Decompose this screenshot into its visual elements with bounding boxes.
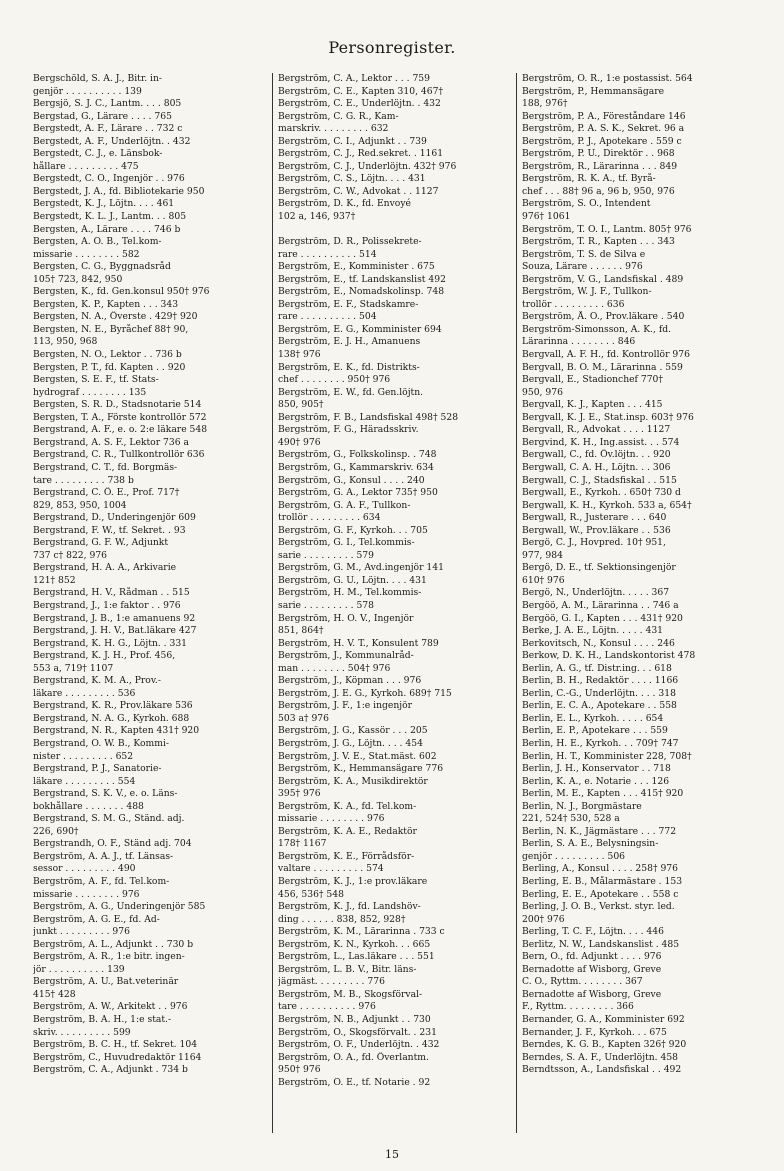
register-entry: 113, 950, 968: [33, 336, 98, 348]
register-entry: Bergstrand, K. M. A., Prov.-: [33, 675, 161, 687]
register-entry: 950† 976: [278, 1064, 321, 1076]
register-entry: Bergström, E., Nomadskolinsp. 748: [278, 286, 445, 298]
register-entry: Bergstedt, A. F., Lärare . . 732 c: [33, 123, 183, 135]
register-entry: Lärarinna . . . . . . . . 846: [522, 336, 636, 348]
register-entry: missarie . . . . . . . . 976: [278, 813, 385, 825]
register-entry: Bergstrand, J., 1:e faktor . . 976: [33, 599, 181, 611]
register-entry: 200† 976: [522, 913, 565, 925]
register-entry: Bergström, E. W., fd. Gen.löjtn.: [278, 386, 424, 398]
register-entry: jör . . . . . . . . . . 139: [33, 963, 125, 975]
register-entry: Bergström, C. W., Advokat . . 1127: [278, 185, 439, 197]
register-entry: jägmäst. . . . . . . . . 776: [278, 976, 385, 988]
register-entry: Berlin, N. K., Jägmästare . . . 772: [522, 825, 677, 837]
register-entry: Bergström, C. E., Underlöjtn. . 432: [278, 98, 441, 110]
register-entry: nister . . . . . . . . . 652: [33, 750, 134, 762]
register-entry: Bergström, T. R., Kapten . . . 343: [522, 236, 675, 248]
register-entry: 850, 905†: [278, 399, 324, 411]
register-entry: Bergstrand, K. H. G., Löjtn. . 331: [33, 637, 188, 649]
register-entry: Berlin, S. A. E., Belysningsin-: [522, 838, 659, 850]
register-entry: Bergström, K. A., fd. Tel.kom-: [278, 800, 417, 812]
register-entry: junkt . . . . . . . . . 976: [33, 926, 130, 938]
register-entry: Berndes, K. G. B., Kapten 326† 920: [522, 1039, 687, 1051]
register-entry: Bergström, D. R., Polissekrete-: [278, 236, 422, 248]
register-entry: Bergsten, N. A., Överste . 429† 920: [33, 311, 198, 323]
register-entry: Bergström, G. U., Löjtn. . . . 431: [278, 574, 427, 586]
register-entry: Bergström, P. J., Apotekare . 559 c: [522, 135, 682, 147]
register-entry: Bergstrand, H. V., Rådman . . 515: [33, 587, 190, 599]
register-entry: missarie . . . . . . . . 582: [33, 248, 140, 260]
register-entry: Berndes, S. A. F., Underlöjtn. 458: [522, 1051, 679, 1063]
register-entry: läkare . . . . . . . . . 536: [33, 687, 136, 699]
register-entry: Bergström, C. A., Lektor . . . 759: [278, 73, 430, 84]
register-entry: Bergvind, K. H., Ing.assist. . . 574: [522, 436, 680, 448]
register-entry: Bergstrand, K. J. H., Prof. 456,: [33, 650, 176, 662]
register-entry: Bergström, O. A., fd. Överlantm.: [278, 1051, 429, 1063]
register-entry: 105† 723, 842, 950: [33, 273, 123, 285]
register-entry: Bergsjö, S. J. C., Lantm. . . . 805: [33, 98, 182, 110]
register-entry: Berlin, E. C. A., Apotekare . . 558: [522, 700, 677, 712]
register-entry: Bergström, O. F., Underlöjtn. . 432: [278, 1039, 440, 1051]
register-entry: Bergstrand, K. R., Prov.läkare 536: [33, 700, 193, 712]
register-entry: Bergström, A. G. E., fd. Ad-: [33, 913, 160, 925]
register-entry: Bernadotte af Wisborg, Greve: [522, 988, 662, 1000]
register-entry: Bergström, B. C. H., tf. Sekret. 104: [33, 1039, 198, 1051]
register-entry: hållare . . . . . . . . . 475: [33, 160, 139, 172]
register-entry: Bergström, R., Lärarinna . . . 849: [522, 160, 678, 172]
register-entry: Bergström, Å. O., Prov.läkare . 540: [522, 311, 685, 323]
register-entry: Berlin, J. H., Konservator . . 718: [522, 763, 671, 775]
register-entry: Bergström, M. B., Skogsförval-: [278, 988, 423, 1000]
register-entry: Berlin, A. G., tf. Distr.ing. . . 618: [522, 662, 672, 674]
register-entry: Bergstrand, A. S. F., Lektor 736 a: [33, 436, 189, 448]
register-entry: Bergström, K. N., Kyrkoh. . . 665: [278, 938, 431, 950]
register-entry: Bergöö, G. I., Kapten . . . 431† 920: [522, 612, 683, 624]
register-entry: Bergström, B. A. H., 1:e stat.-: [33, 1014, 172, 1026]
register-entry: Bergström, F. G., Häradsskriv.: [278, 424, 419, 436]
register-entry: Bergsten, S. R. D., Stadsnotarie 514: [33, 399, 202, 411]
register-entry: Bergstrand, O. W. B., Kommi-: [33, 737, 170, 749]
register-entry: Bergstrand, F. W., tf. Sekret. . 93: [33, 524, 186, 536]
register-entry: Bergström, G. A. F., Tullkon-: [278, 499, 411, 511]
register-entry: 395† 976: [278, 788, 321, 800]
register-entry: Berlin, K. A., e. Notarie . . . 126: [522, 775, 670, 787]
register-entry: Bergström, A. U., Bat.veterinär: [33, 976, 179, 988]
register-entry: Bergstad, G., Lärare . . . . 765: [33, 110, 172, 122]
page-title: Personregister.: [328, 38, 456, 57]
register-entry: Bernander, J. F., Kyrkoh. . . 675: [522, 1026, 667, 1038]
register-entry: Berlin, H. E., Kyrkoh. . . 709† 747: [522, 737, 679, 749]
register-entry: Bergström, E. F., Stadskamre-: [278, 298, 419, 310]
register-entry: Bergvall, A. F. H., fd. Kontrollör 976: [522, 349, 690, 361]
register-entry: Bergström, A. R., 1:e bitr. ingen-: [33, 951, 185, 963]
register-entry: trollör . . . . . . . . . 636: [522, 298, 625, 310]
register-entry: Bergström, C. A., Adjunkt . 734 b: [33, 1064, 188, 1076]
register-entry: Bergstedt, K. J., Löjtn. . . . 461: [33, 198, 175, 210]
register-entry: sarie . . . . . . . . . 578: [278, 599, 374, 611]
register-entry: Bergström, S. O., Intendent: [522, 198, 651, 210]
register-entry: Berke, J. A. E., Löjtn. . . . . 431: [522, 625, 664, 637]
register-entry: Bergsten, S. E. F., tf. Stats-: [33, 374, 159, 386]
register-entry: Bergström, J. F., 1:e ingenjör: [278, 700, 413, 712]
register-entry: Bergschöld, S. A. J., Bitr. in-: [33, 73, 163, 84]
register-entry: Bergström, E. G., Komminister 694: [278, 323, 442, 335]
register-entry: Bergsten, P. T., fd. Kapten . . 920: [33, 361, 186, 373]
register-column-1: [28, 73, 272, 1133]
register-entry: 415† 428: [33, 988, 76, 1000]
register-entry: rare . . . . . . . . . . 504: [278, 311, 377, 323]
register-entry: Bergström, C. G. R., Kam-: [278, 110, 399, 122]
register-entry: Bergvall, K. J. E., Stat.insp. 603† 976: [522, 411, 694, 423]
register-entry: Bergström, P. A. S. K., Sekret. 96 a: [522, 123, 685, 135]
register-entry: 456, 536† 548: [278, 888, 344, 900]
register-entry: Bergström, V. G., Landsfiskal . 489: [522, 273, 684, 285]
register-column-3: [516, 73, 760, 1133]
register-entry: Bern, O., fd. Adjunkt . . . . 976: [522, 951, 662, 963]
register-entry: Bergström, C. J., Underlöjtn. 432† 976: [278, 160, 457, 172]
register-entry: Bergström, L., Las.läkare . . . 551: [278, 951, 435, 963]
register-entry: Bergwall, W., Prov.läkare . . 536: [522, 524, 671, 536]
register-entry: Bergström-Simonsson, A. K., fd.: [522, 323, 672, 335]
register-entry: Bergsten, K., fd. Gen.konsul 950† 976: [33, 286, 210, 298]
register-entry: Bergström, F. B., Landsfiskal 498† 528: [278, 411, 459, 423]
register-entry: marskriv. . . . . . . . . 632: [278, 123, 389, 135]
register-entry: Bergström, O., Skogsförvalt. . 231: [278, 1026, 437, 1038]
register-entry: Berling, J. O. B., Verkst. styr. led.: [522, 901, 675, 913]
register-entry: Bergström, G., Folkskolinsp. . 748: [278, 449, 437, 461]
register-entry: Berlin, M. E., Kapten . . . 415† 920: [522, 788, 684, 800]
register-entry: Bergström, J. E. G., Kyrkoh. 689† 715: [278, 687, 452, 699]
register-entry: Bergstrandh, O. F., Ständ adj. 704: [33, 838, 192, 850]
register-entry: 976† 1061: [522, 211, 571, 223]
register-entry: Bergwall, K. H., Kyrkoh. 533 a, 654†: [522, 499, 692, 511]
register-entry: Bernander, G. A., Komminister 692: [522, 1014, 685, 1026]
register-entry: Bergström, J., Köpman . . . 976: [278, 675, 422, 687]
register-entry: Bergström, T. S. de Silva e: [522, 248, 646, 260]
register-entry: Bergström, E. K., fd. Distrikts-: [278, 361, 420, 373]
register-entry: Berlitz, N. W., Landskanslist . 485: [522, 938, 680, 950]
register-entry: Bergström, P. A., Föreståndare 146: [522, 110, 686, 122]
register-entry: [278, 224, 513, 237]
register-entry: Bergwall, C., fd. Öv.löjtn. . . 920: [522, 449, 671, 461]
register-entry: 226, 690†: [33, 825, 79, 837]
register-entry: man . . . . . . . . 504† 976: [278, 662, 391, 674]
register-entry: Bergström, J., Kommunalråd-: [278, 650, 414, 662]
page-number: 15: [385, 1148, 399, 1161]
register-entry: chef . . . . . . . . 950† 976: [278, 374, 391, 386]
register-entry: Bergström, K. A., Musikdirektör: [278, 775, 428, 787]
register-entry: Bergström, N. B., Adjunkt . . 730: [278, 1014, 431, 1026]
register-entry: valtare . . . . . . . . . 574: [278, 863, 384, 875]
register-entry: Bergsten, A. O. B., Tel.kom-: [33, 236, 162, 248]
register-entry: Berlin, C.-G., Underlöjtn. . . . 318: [522, 687, 676, 699]
register-entry: 829, 853, 950, 1004: [33, 499, 127, 511]
register-entry: Bergström, K. A. E., Redaktör: [278, 825, 417, 837]
register-entry: Bergstedt, C. J., e. Länsbok-: [33, 148, 163, 160]
register-entry: Bergsten, N. E., Byråchef 88† 90,: [33, 323, 189, 335]
register-entry: Berling, A., Konsul . . . . 258† 976: [522, 863, 678, 875]
register-entry: 102 a, 146, 937†: [278, 211, 356, 223]
register-entry: Bergström, A. G., Underingenjör 585: [33, 901, 206, 913]
register-entry: Bergvall, E., Stadionchef 770†: [522, 374, 663, 386]
register-entry: Bergvall, R., Advokat . . . . 1127: [522, 424, 671, 436]
register-entry: 188, 976†: [522, 98, 568, 110]
register-entry: 490† 976: [278, 436, 321, 448]
register-entry: Bergström, C. I., Adjunkt . . 739: [278, 135, 427, 147]
register-entry: Bergstedt, K. L. J., Lantm. . . 805: [33, 211, 187, 223]
register-entry: skriv. . . . . . . . . . 599: [33, 1026, 131, 1038]
register-entry: 138† 976: [278, 349, 321, 361]
register-entry: Bergström, T. O. I., Lantm. 805† 976: [522, 223, 692, 235]
register-entry: Bergström, H. M., Tel.kommis-: [278, 587, 422, 599]
register-entry: Bergstrand, J. B., 1:e amanuens 92: [33, 612, 196, 624]
register-entry: Bergsten, A., Lärare . . . . 746 b: [33, 223, 181, 235]
register-entry: Bergström, E., Komminister . 675: [278, 261, 435, 273]
register-entry: Bergström, P. U., Direktör . . 968: [522, 148, 675, 160]
register-entry: hydrograf . . . . . . . . 135: [33, 386, 147, 398]
register-entry: Berlin, E. P., Apotekare . . . 559: [522, 725, 668, 737]
register-entry: Bergvall, K. J., Kapten . . . 415: [522, 399, 663, 411]
register-entry: Bergstrand, S. M. G., Ständ. adj.: [33, 813, 185, 825]
register-entry: Bergström, G., Konsul . . . . 240: [278, 474, 425, 486]
register-entry: Bergström, D. K., fd. Envoyé: [278, 198, 411, 210]
register-entry: sessor . . . . . . . . . 490: [33, 863, 136, 875]
register-entry: Bergström, C. E., Kapten 310, 467†: [278, 85, 444, 97]
register-entry: Bergström, L. B. V., Bitr. läns-: [278, 963, 417, 975]
register-entry: tare . . . . . . . . . . 976: [278, 1001, 376, 1013]
register-entry: Bergstrand, C. Ö. E., Prof. 717†: [33, 487, 180, 499]
register-entry: läkare . . . . . . . . . 554: [33, 775, 136, 787]
register-entry: Bergwall, E., Kyrkoh. . 650† 730 d: [522, 487, 681, 499]
register-entry: Berling, E. E., Apotekare . . 558 c: [522, 888, 679, 900]
register-entry: Bergsten, K. P., Kapten . . . 343: [33, 298, 179, 310]
register-entry: 610† 976: [522, 574, 565, 586]
register-entry: Bergwall, C. J., Stadsfiskal . . 515: [522, 474, 677, 486]
register-entry: Berlin, N. J., Borgmästare: [522, 800, 642, 812]
register-entry: 737 c† 822, 976: [33, 549, 108, 561]
register-entry: Bergsten, C. G., Byggnadsråd: [33, 261, 171, 273]
register-entry: 178† 1167: [278, 838, 327, 850]
register-entry: Bergström, E. J. H., Amanuens: [278, 336, 421, 348]
register-entry: Berkow, D. K. H., Landskontorist 478: [522, 650, 696, 662]
register-entry: tare . . . . . . . . . 738 b: [33, 474, 134, 486]
register-entry: Bergström, P., Hemmansägare: [522, 85, 665, 97]
register-entry: Bergstrand, N. R., Kapten 431† 920: [33, 725, 200, 737]
register-entry: 977, 984: [522, 549, 563, 561]
register-entry: Bergsten, N. O., Lektor . . 736 b: [33, 349, 182, 361]
register-entry: sarie . . . . . . . . . 579: [278, 549, 374, 561]
register-entry: Bergström, C. J., Red.sekret. . 1161: [278, 148, 444, 160]
register-entry: Souza, Lärare . . . . . . 976: [522, 261, 643, 273]
register-entry: Berlin, B. H., Redaktör . . . . 1166: [522, 675, 679, 687]
register-entry: 553 a, 719† 1107: [33, 662, 114, 674]
register-entry: Bergström, H. O. V., Ingenjör: [278, 612, 414, 624]
register-entry: Bergö, N., Underlöjtn. . . . . 367: [522, 587, 670, 599]
register-entry: Bergstrand, G. F. W., Adjunkt: [33, 537, 169, 549]
register-entry: Bergström, G. A., Lektor 735† 950: [278, 487, 438, 499]
register-columns: [28, 73, 760, 1133]
register-entry: Bergö, D. E., tf. Sektionsingenjör: [522, 562, 676, 574]
register-entry: missarie . . . . . . . . 976: [33, 888, 140, 900]
register-entry: Berndtsson, A., Landsfiskal . . 492: [522, 1064, 682, 1076]
register-entry: rare . . . . . . . . . . 514: [278, 248, 377, 260]
register-entry: Bergstrand, A. F., e. o. 2:e läkare 548: [33, 424, 208, 436]
register-entry: Bergström, A. A. J., tf. Länsas-: [33, 850, 174, 862]
register-entry: Bergöö, A. M., Lärarinna . . 746 a: [522, 599, 679, 611]
register-entry: Bergwall, R., Justerare . . . 640: [522, 512, 667, 524]
register-entry: Bergstrand, C. R., Tullkontrollör 636: [33, 449, 205, 461]
register-entry: Bergwall, C. A. H., Löjtn. . . 306: [522, 461, 671, 473]
register-entry: F., Ryttm. . . . . . . . . 366: [522, 1001, 634, 1013]
register-entry: Bergström, H. V. T., Konsulent 789: [278, 637, 439, 649]
register-entry: Bergö, C. J., Hovpred. 10† 951,: [522, 537, 666, 549]
register-entry: Bergvall, B. O. M., Lärarinna . 559: [522, 361, 683, 373]
register-entry: Bergström, J. G., Kassör . . . 205: [278, 725, 428, 737]
register-entry: Bergström, A. L., Adjunkt . . 730 b: [33, 938, 194, 950]
register-column-2: [272, 73, 516, 1133]
register-entry: Berlin, H. T., Komminister 228, 708†: [522, 750, 692, 762]
register-entry: 121† 852: [33, 574, 76, 586]
register-entry: Berlin, E. L., Kyrkoh. . . . . 654: [522, 712, 664, 724]
register-entry: Bergström, W. J. F., Tullkon-: [522, 286, 652, 298]
register-entry: C. O., Ryttm. . . . . . . . 367: [522, 976, 643, 988]
register-entry: Bergström, J. G., Löjtn. . . . 454: [278, 737, 423, 749]
register-entry: genjör . . . . . . . . . 506: [522, 850, 626, 862]
register-entry: Bergström, G. I., Tel.kommis-: [278, 537, 415, 549]
register-entry: Bergström, A. W., Arkitekt . . 976: [33, 1001, 188, 1013]
register-entry: Bergstrand, J. H. V., Bat.läkare 427: [33, 625, 197, 637]
register-entry: Berkovitsch, N., Konsul . . . . 246: [522, 637, 675, 649]
register-entry: Bernadotte af Wisborg, Greve: [522, 963, 662, 975]
register-entry: Bergstedt, A. F., Underlöjtn. . 432: [33, 135, 191, 147]
register-entry: Bergstedt, J. A., fd. Bibliotekarie 950: [33, 185, 205, 197]
register-entry: Bergström, A. F., fd. Tel.kom-: [33, 876, 170, 887]
register-entry: Bergström, G. M., Avd.ingenjör 141: [278, 562, 444, 574]
register-entry: Bergstrand, S. K. V., e. o. Läns-: [33, 788, 178, 800]
register-entry: Bergström, G., Kammarskriv. 634: [278, 461, 434, 473]
register-entry: bokhållare . . . . . . . 488: [33, 800, 144, 812]
register-entry: trollör . . . . . . . . . 634: [278, 512, 381, 524]
register-entry: genjör . . . . . . . . . . 139: [33, 85, 142, 97]
register-entry: Bergström, G. F., Kyrkoh. . . 705: [278, 524, 428, 536]
register-entry: Bergstrand, P. J., Sanatorie-: [33, 763, 162, 775]
register-entry: Bergström, C., Huvudredaktör 1164: [33, 1051, 202, 1063]
register-entry: Bergstrand, H. A. A., Arkivarie: [33, 562, 177, 574]
register-entry: ding . . . . . . 838, 852, 928†: [278, 913, 406, 925]
register-entry: 221, 524† 530, 528 a: [522, 813, 620, 825]
register-entry: Bergström, E., tf. Landskanslist 492: [278, 273, 446, 285]
register-entry: Bergstedt, C. O., Ingenjör . . 976: [33, 173, 185, 185]
register-entry: Bergström, J. V. E., Stat.mäst. 602: [278, 750, 437, 762]
register-entry: chef . . . 88† 96 a, 96 b, 950, 976: [522, 185, 675, 197]
register-entry: Bergström, O. E., tf. Notarie . 92: [278, 1076, 431, 1088]
register-entry: Bergström, C. S., Löjtn. . . . 431: [278, 173, 426, 185]
register-entry: Berling, E. B., Målarmästare . 153: [522, 876, 683, 887]
register-entry: Bergström, K. J., 1:e prov.läkare: [278, 876, 428, 887]
register-entry: Bergstrand, N. A. G., Kyrkoh. 688: [33, 712, 190, 724]
register-entry: 851, 864†: [278, 625, 324, 637]
register-entry: Bergström, K. M., Lärarinna . 733 c: [278, 926, 445, 938]
register-entry: 950, 976: [522, 386, 563, 398]
register-entry: Bergström, R. K. A., tf. Byrå-: [522, 173, 656, 185]
register-entry: 503 a† 976: [278, 712, 329, 724]
register-entry: Bergstrand, C. T., fd. Borgmäs-: [33, 461, 178, 473]
register-entry: Bergström, K. E., Förrådsför-: [278, 850, 415, 862]
register-entry: Bergström, K., Hemmansägare 776: [278, 763, 444, 775]
register-entry: Berling, T. C. F., Löjtn. . . . 446: [522, 926, 664, 938]
register-entry: Bergström, K. J., fd. Landshöv-: [278, 901, 421, 913]
register-entry: Bergstrand, D., Underingenjör 609: [33, 512, 196, 524]
register-entry: Bergsten, T. A., Förste kontrollör 572: [33, 411, 207, 423]
register-entry: Bergström, O. R., 1:e postassist. 564: [522, 73, 693, 84]
